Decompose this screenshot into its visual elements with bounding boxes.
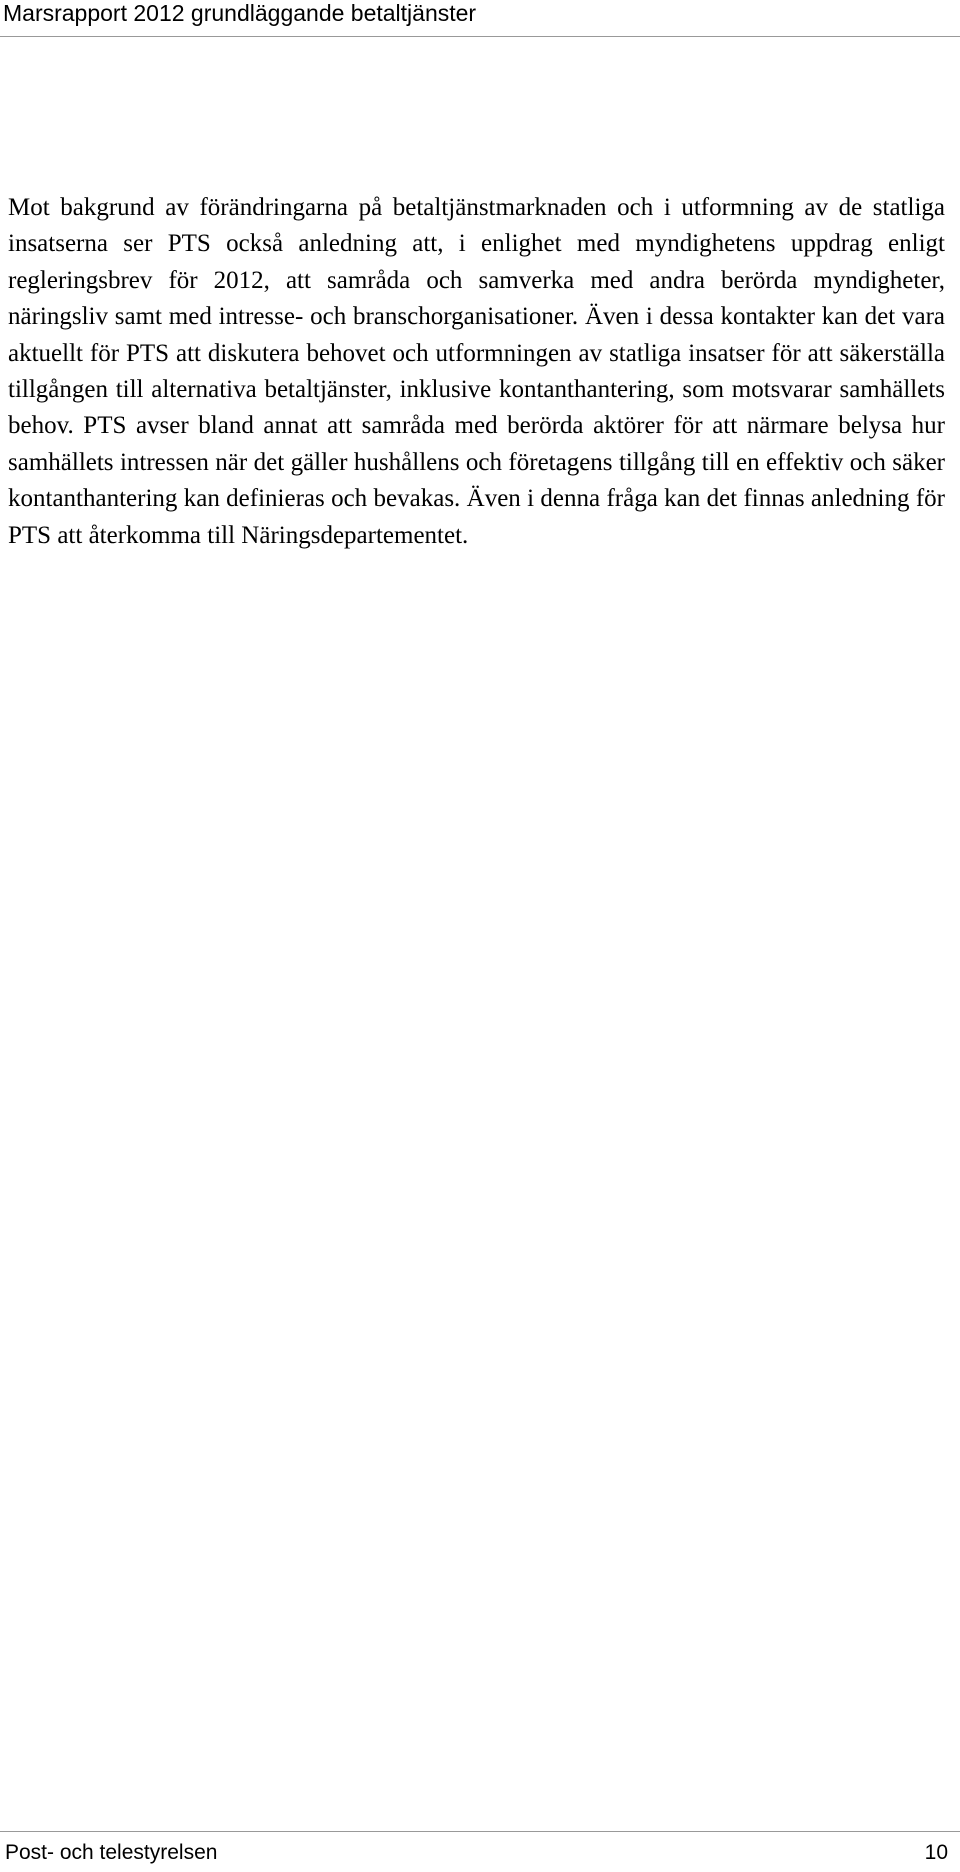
footer-organization: Post- och telestyrelsen	[5, 1841, 218, 1864]
page-number: 10	[924, 1841, 948, 1864]
page-header	[0, 0, 960, 37]
report-title: Marsrapport 2012 grundläggande betaltjänster	[3, 0, 477, 26]
page-footer	[0, 1831, 960, 1872]
body-paragraph: Mot bakgrund av förändringarna på betaltjänstmarknaden och i utformning av de statliga insatserna ser PTS också anledning att, i enlighet med myndighetens uppdrag enligt regleringsbrev för 2012, att samråda och samverka med andra berörda myndigheter, näringsliv samt med intresse- och branschorganisationer. Även i dessa kontakter kan det vara aktuellt för PTS att diskutera behovet och utformningen av statliga insatser för att säkerställa tillgången till alternativa betaltjänster, inklusive kontanthantering, som motsvarar samhällets behov. PTS avser bland annat att samråda med berörda aktörer för att närmare belysa hur samhällets intressen när det gäller hushållens och företagens tillgång till en effektiv och säker kontanthantering kan definieras och bevakas. Även i denna fråga kan det finnas anledning för PTS att återkomma till Näringsdepartementet.	[8, 194, 945, 549]
